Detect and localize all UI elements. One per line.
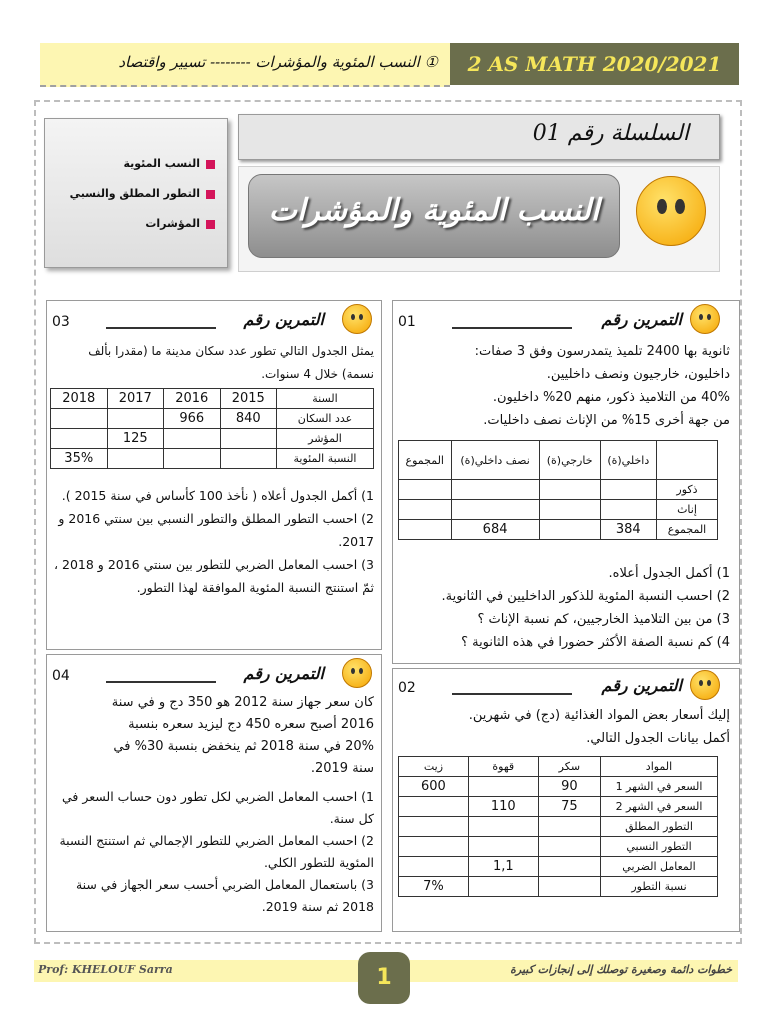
table-row: السعر في الشهر 1 90 600 bbox=[399, 777, 718, 797]
topic-item: التطور المطلق والنسبي bbox=[70, 187, 215, 200]
exercise-01-header bbox=[392, 300, 738, 336]
header-class: 2 AS MATH 2020/2021 bbox=[467, 52, 722, 76]
table-row: النسبة المئوية 35% bbox=[51, 449, 374, 469]
page-number: 1 bbox=[376, 965, 392, 990]
exercise-label: التمرين رقم bbox=[601, 310, 682, 329]
table-row: التطور النسبي bbox=[399, 837, 718, 857]
smiley-icon bbox=[342, 304, 372, 334]
bullet-icon bbox=[206, 190, 215, 199]
table-row: نسبة التطور 7% bbox=[399, 877, 718, 897]
exercise-number: 02 bbox=[398, 680, 416, 696]
exercise-01-questions: 1) أكمل الجدول أعلاه. 2) احسب النسبة المئوية للذكور الداخليين في الثانوية. 3) من بين التلاميذ الخارجيين، كم نسبة الإناث ؟ 4) كم نسبة الصفة الأكثر حضورا في هذه الثانوية ؟ bbox=[441, 566, 730, 650]
exercise-03-statement: يمثل الجدول التالي تطور عدد سكان مدينة ما (مقدرا بألف نسمة) خلال 4 سنوات. bbox=[88, 344, 374, 381]
smiley-icon bbox=[342, 658, 372, 688]
table-row: ذكور bbox=[399, 480, 718, 500]
exercise-02-statement: إليك أسعار بعض المواد الغذائية (دج) في شهرين. أكمل بيانات الجدول التالي. bbox=[468, 708, 730, 746]
header-title-bar bbox=[40, 43, 450, 87]
bullet-icon bbox=[206, 160, 215, 169]
exercise-label: التمرين رقم bbox=[601, 676, 682, 695]
exercise-04-header bbox=[46, 654, 380, 690]
exercise-number: 03 bbox=[52, 314, 70, 330]
title-banner bbox=[248, 174, 620, 258]
exercise-04-statement: كان سعر جهاز سنة 2012 هو 350 دج و في سنة 2016 أصبح سعره 450 دج ليزيد سعره بنسبة 20% في سنة 2018 ثم ينخفض بنسبة 30% في سنة 2019. bbox=[111, 695, 374, 776]
table-row: المعامل الضربي 1,1 bbox=[399, 857, 718, 877]
series-box bbox=[238, 114, 720, 160]
smiley-writing-icon bbox=[636, 176, 706, 246]
exercise-03-table: السنة 2015 2016 2017 2018 عدد السكان 840 966 المؤشر 125 النسبة المئوية 35% bbox=[50, 388, 374, 469]
smiley-icon bbox=[690, 670, 720, 700]
table-row: المؤشر 125 bbox=[51, 429, 374, 449]
exercise-02-table: المواد سكر قهوة زيت السعر في الشهر 1 90 600 السعر في الشهر 2 75 110 التطور المطلق التطور النسبي المعامل الضربي 1,1 نسبة التطور 7% bbox=[398, 756, 718, 897]
exercise-03-header bbox=[46, 300, 380, 336]
exercise-01-table: داخلي(ة) خارجي(ة) نصف داخلي(ة) المجموع ذكور إناث المجموع 384 684 bbox=[398, 440, 718, 540]
exercise-02-header bbox=[392, 668, 738, 704]
topics-scroll bbox=[44, 118, 228, 268]
smiley-icon bbox=[690, 304, 720, 334]
exercise-04-questions: 1) احسب المعامل الضربي لكل تطور دون حساب السعر في كل سنة. 2) احسب المعامل الضربي للتطور الإجمالي ثم استنتج النسبة المئوية للتطور الكلي. 3) باستعمال المعامل الضربي أحسب سعر الجهاز في سنة 2018 ثم سنة 2019. bbox=[59, 789, 374, 914]
header-title: ① النسب المئوية والمؤشرات -------- تسيير واقتصاد bbox=[118, 53, 438, 71]
table-row: إناث bbox=[399, 500, 718, 520]
topic-item: المؤشرات bbox=[70, 217, 215, 230]
header-rule bbox=[452, 327, 572, 329]
header-rule bbox=[452, 693, 572, 695]
exercise-label: التمرين رقم bbox=[243, 664, 324, 683]
header-class-bar bbox=[450, 43, 739, 85]
table-row: التطور المطلق bbox=[399, 817, 718, 837]
topic-item: النسب المئوية bbox=[70, 157, 215, 170]
bullet-icon bbox=[206, 220, 215, 229]
main-title: النسب المئوية والمؤشرات bbox=[268, 193, 600, 228]
footer-author: Prof: KHELOUF Sarra bbox=[38, 963, 173, 976]
page-number-badge bbox=[358, 952, 410, 1004]
exercise-number: 01 bbox=[398, 314, 416, 330]
table-row: السعر في الشهر 2 75 110 bbox=[399, 797, 718, 817]
exercise-label: التمرين رقم bbox=[243, 310, 324, 329]
table-row: عدد السكان 840 966 bbox=[51, 409, 374, 429]
table-row: المجموع 384 684 bbox=[399, 520, 718, 540]
exercise-01-statement: ثانوية بها 2400 تلميذ يتمدرسون وفق 3 صفات: داخليون، خارجيون ونصف داخليين. 40% من التلاميذ ذكور، منهم 20% داخليون. من جهة أخرى 15% من الإناث نصف داخليات. bbox=[474, 344, 730, 428]
header-rule bbox=[106, 327, 216, 329]
series-label: السلسلة رقم 01 bbox=[532, 121, 689, 146]
exercise-number: 04 bbox=[52, 668, 70, 684]
exercise-03-questions: 1) أكمل الجدول أعلاه ( نأخذ 100 كأساس في سنة 2015 ). 2) احسب التطور المطلق والتطور النسبي بين سنتي 2016 و 2017. 3) احسب المعامل الضربي للتطور بين سنتي 2016 و 2018 ، ثمّ استنتج النسبة المئوية الموافقة لهذا التطور. bbox=[54, 488, 374, 595]
footer-motto: خطوات دائمة وصغيرة توصلك إلى إنجازات كبيرة bbox=[510, 963, 732, 976]
header-rule bbox=[106, 681, 216, 683]
